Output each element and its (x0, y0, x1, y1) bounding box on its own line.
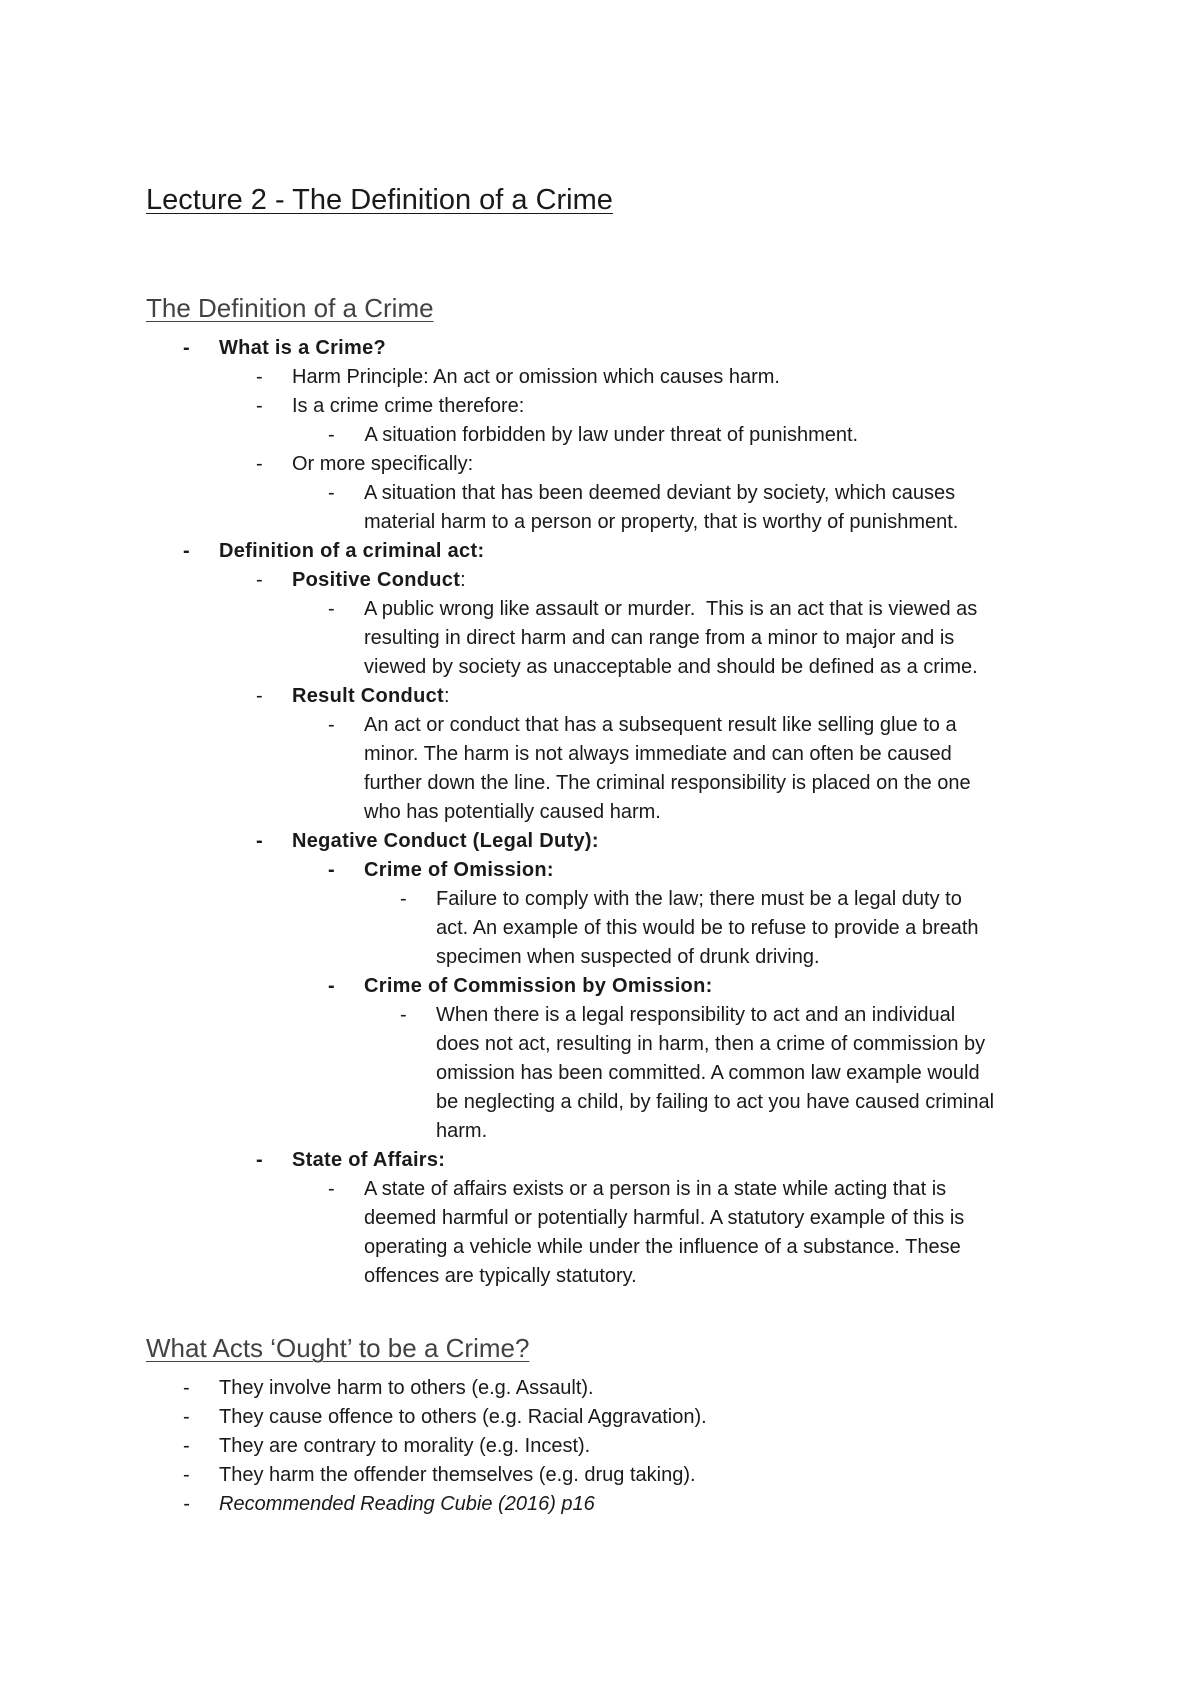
bullet-dash: - (328, 424, 335, 446)
list-item-continued: act. An example of this would be to refuse to provide a breath (436, 917, 979, 939)
list-item: A situation forbidden by law under threat of punishment. (360, 424, 859, 446)
bullet-dash: - (328, 482, 335, 504)
bullet-dash: - (183, 1464, 190, 1486)
bullet-dash: - (183, 1435, 190, 1457)
label-colon: : (460, 569, 466, 591)
list-item-continued: deemed harmful or potentially harmful. A statutory example of this is (364, 1207, 965, 1229)
bullet-dash: - (256, 366, 263, 388)
list-item: When there is a legal responsibility to act and an individual (436, 1004, 956, 1026)
result-conduct-term: Result Conduct (292, 685, 444, 707)
list-item: They involve harm to others (e.g. Assault). (219, 1377, 594, 1399)
bullet-dash: - (256, 453, 263, 475)
list-item-continued: material harm to a person or property, that is worthy of punishment. (364, 511, 959, 533)
label-colon: : (443, 685, 450, 707)
crime-of-omission-label: Crime of Omission: (364, 859, 554, 881)
bullet-dash: - (183, 1406, 190, 1428)
list-item-continued: specimen when suspected of drunk driving. (436, 946, 820, 968)
list-item-continued: minor. The harm is not always immediate and can often be caused (364, 743, 952, 765)
list-item-continued: be neglecting a child, by failing to act you have caused criminal (436, 1091, 995, 1113)
bullet-dash: - (256, 1149, 263, 1171)
bullet-dash: - (183, 337, 190, 359)
positive-conduct-term: Positive Conduct (292, 569, 461, 591)
positive-conduct-label (292, 566, 466, 595)
list-item: Is a crime crime therefore: (292, 395, 525, 417)
bullet-dash: - (183, 1377, 190, 1399)
negative-conduct-label: Negative Conduct (Legal Duty): (292, 830, 599, 852)
list-item-continued: does not act, resulting in harm, then a crime of commission by (436, 1033, 986, 1055)
list-item-continued: omission has been committed. A common law example would (436, 1062, 980, 1084)
result-conduct-label (292, 682, 450, 711)
list-item-continued: who has potentially caused harm. (364, 801, 661, 823)
list-item: A public wrong like assault or murder. This is an act that is viewed as (364, 598, 978, 620)
list-item: A situation that has been deemed deviant by society, which causes (364, 482, 956, 504)
heading-definition-criminal-act: Definition of a criminal act: (219, 540, 485, 562)
list-item: Harm Principle: An act or omission which causes harm. (292, 366, 780, 388)
question-what-is-crime: What is a Crime? (219, 337, 387, 359)
bullet-dash: - (256, 830, 263, 852)
section-heading-ought: What Acts ‘Ought’ to be a Crime? (146, 1333, 530, 1363)
bullet-dash: - (256, 569, 263, 591)
bullet-dash: - (328, 859, 335, 881)
list-item-continued: operating a vehicle while under the influence of a substance. These (364, 1236, 961, 1258)
list-item: Failure to comply with the law; there must be a legal duty to (436, 888, 962, 910)
bullet-dash: - (328, 714, 335, 736)
bullet-dash: - (400, 888, 407, 910)
bullet-dash: - (183, 1493, 190, 1515)
bullet-dash: - (256, 685, 263, 707)
list-item: They are contrary to morality (e.g. Incest). (219, 1435, 591, 1457)
recommended-reading: Recommended Reading Cubie (2016) p16 (219, 1493, 595, 1515)
list-item: They harm the offender themselves (e.g. drug taking). (219, 1464, 696, 1486)
list-item-continued: offences are typically statutory. (364, 1265, 637, 1287)
crime-of-commission-label: Crime of Commission by Omission: (364, 975, 713, 997)
list-item: Or more specifically: (292, 453, 474, 475)
list-item-continued: viewed by society as unacceptable and should be defined as a crime. (364, 656, 978, 678)
bullet-dash: - (328, 1178, 335, 1200)
list-item: A state of affairs exists or a person is in a state while acting that is (364, 1178, 947, 1200)
list-item-continued: resulting in direct harm and can range from a minor to major and is (364, 627, 955, 649)
bullet-dash: - (400, 1004, 407, 1026)
bullet-dash: - (328, 598, 335, 620)
bullet-dash: - (256, 395, 263, 417)
list-item: They cause offence to others (e.g. Racial Aggravation). (219, 1406, 707, 1428)
bullet-dash: - (183, 540, 190, 562)
state-of-affairs-label: State of Affairs: (292, 1149, 446, 1171)
page-title: Lecture 2 - The Definition of a Crime (146, 184, 613, 216)
list-item: An act or conduct that has a subsequent result like selling glue to a (364, 714, 957, 736)
list-item-continued: harm. (436, 1120, 488, 1142)
section-heading-definition: The Definition of a Crime (146, 293, 434, 323)
list-item-continued: further down the line. The criminal responsibility is placed on the one (364, 772, 971, 794)
bullet-dash: - (328, 975, 335, 997)
